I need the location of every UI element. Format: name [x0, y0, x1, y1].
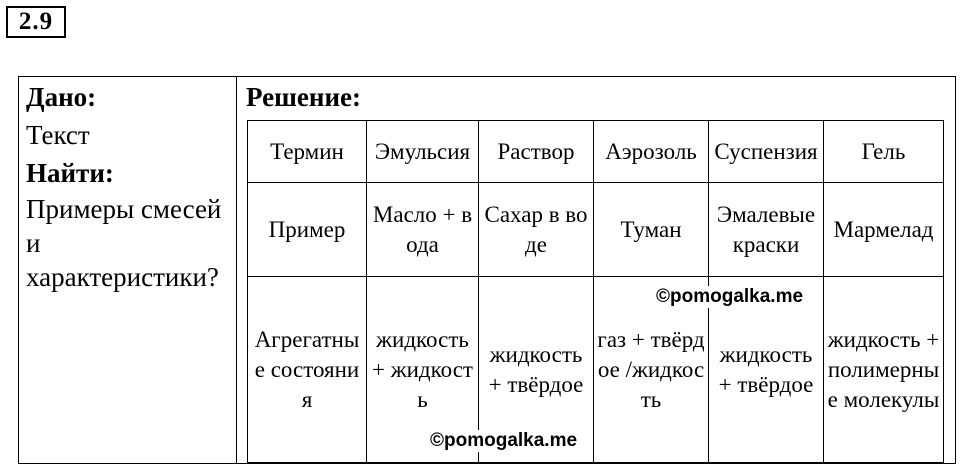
table-cell: жидкость + жидкость [367, 277, 479, 463]
table-cell: Сахар в воде [479, 183, 594, 277]
mixtures-table [247, 120, 944, 463]
table-cell: Раствор [479, 121, 594, 183]
given-column [26, 78, 232, 294]
problem-number: 2.9 [6, 6, 66, 38]
table-cell: Туман [594, 183, 709, 277]
find-label: Найти: [26, 158, 114, 188]
table-row [248, 121, 944, 183]
given-text: Текст [26, 120, 90, 150]
table-cell: Эмульсия [367, 121, 479, 183]
table-cell: Пример [248, 183, 367, 277]
table-cell: газ + твёрдое /жидкость [594, 277, 709, 463]
table-cell: Эмалевые краски [709, 183, 824, 277]
table-cell: Аэрозоль [594, 121, 709, 183]
table-cell: Гель [824, 121, 944, 183]
watermark: ©pomogalka.me [656, 286, 804, 307]
table-row [248, 183, 944, 277]
table-cell: жидкость + твёрдое [709, 277, 824, 463]
table-cell: Мармелад [824, 183, 944, 277]
table-cell: Агрегатные состояния [248, 277, 367, 463]
table-cell: жидкость + полимерные молекулы [824, 277, 944, 463]
table-cell: Масло + вода [367, 183, 479, 277]
table-cell: Суспензия [709, 121, 824, 183]
watermark: ©pomogalka.me [430, 430, 578, 451]
table-row [248, 277, 944, 463]
solution-heading: Решение: [246, 82, 361, 112]
find-text: Примеры смесей и характеристики? [26, 194, 222, 292]
given-label: Дано: [26, 82, 97, 112]
table-cell: жидкость + твёрдое [479, 277, 594, 463]
table-cell: Термин [248, 121, 367, 183]
column-divider [236, 76, 237, 464]
